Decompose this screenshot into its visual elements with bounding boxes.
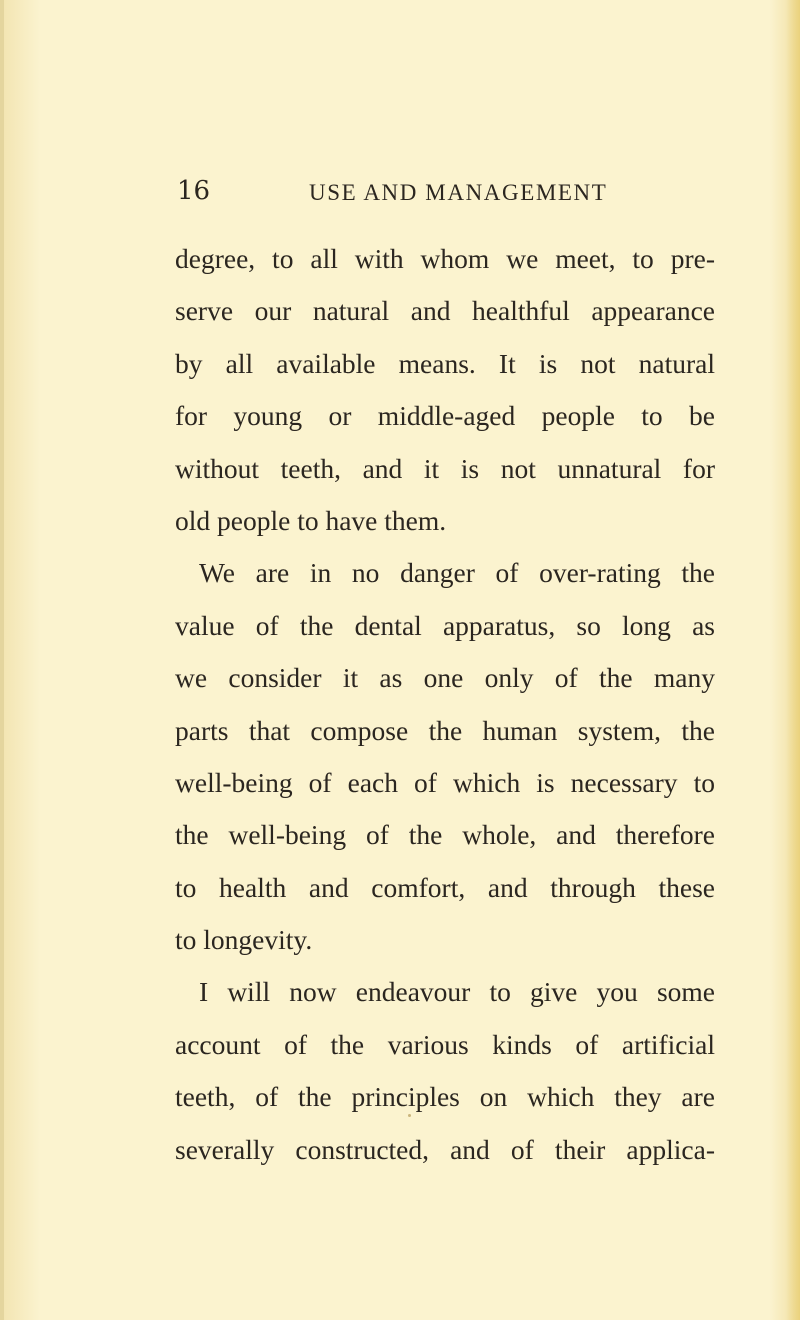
- text-line: we consider it as one only of the many: [175, 662, 715, 694]
- page-right-edge: [786, 0, 800, 1320]
- text-line: to health and comfort, and through these: [175, 871, 715, 903]
- text-line: to longevity.: [175, 924, 313, 956]
- page-left-edge: [0, 0, 4, 1320]
- page-number: 16: [177, 176, 211, 206]
- text-line: value of the dental apparatus, so long as: [175, 609, 715, 641]
- running-head-title: USE AND MANAGEMENT: [309, 180, 608, 205]
- body-text: [175, 233, 715, 1176]
- paper-speck: [408, 1114, 411, 1117]
- text-line: without teeth, and it is not unnatural for: [175, 452, 715, 484]
- text-line: for young or middle-aged people to be: [175, 400, 715, 432]
- running-head: [177, 176, 717, 210]
- text-line: teeth, of the principles on which they are: [175, 1081, 715, 1113]
- text-line: degree, to all with whom we meet, to pre-: [175, 243, 715, 274]
- text-line: I will now endeavour to give you some: [199, 976, 715, 1008]
- text-line: We are in no danger of over-rating the: [199, 557, 715, 589]
- text-line: well-being of each of which is necessary to: [175, 766, 715, 798]
- text-line: account of the various kinds of artificial: [175, 1028, 715, 1060]
- text-line: by all available means. It is not natural: [175, 347, 715, 379]
- text-line: serve our natural and healthful appearance: [175, 295, 715, 327]
- text-line: old people to have them.: [175, 504, 447, 536]
- text-line: parts that compose the human system, the: [175, 714, 715, 746]
- text-line: the well-being of the whole, and therefore: [175, 819, 715, 851]
- text-line: severally constructed, and of their applica-: [175, 1133, 715, 1165]
